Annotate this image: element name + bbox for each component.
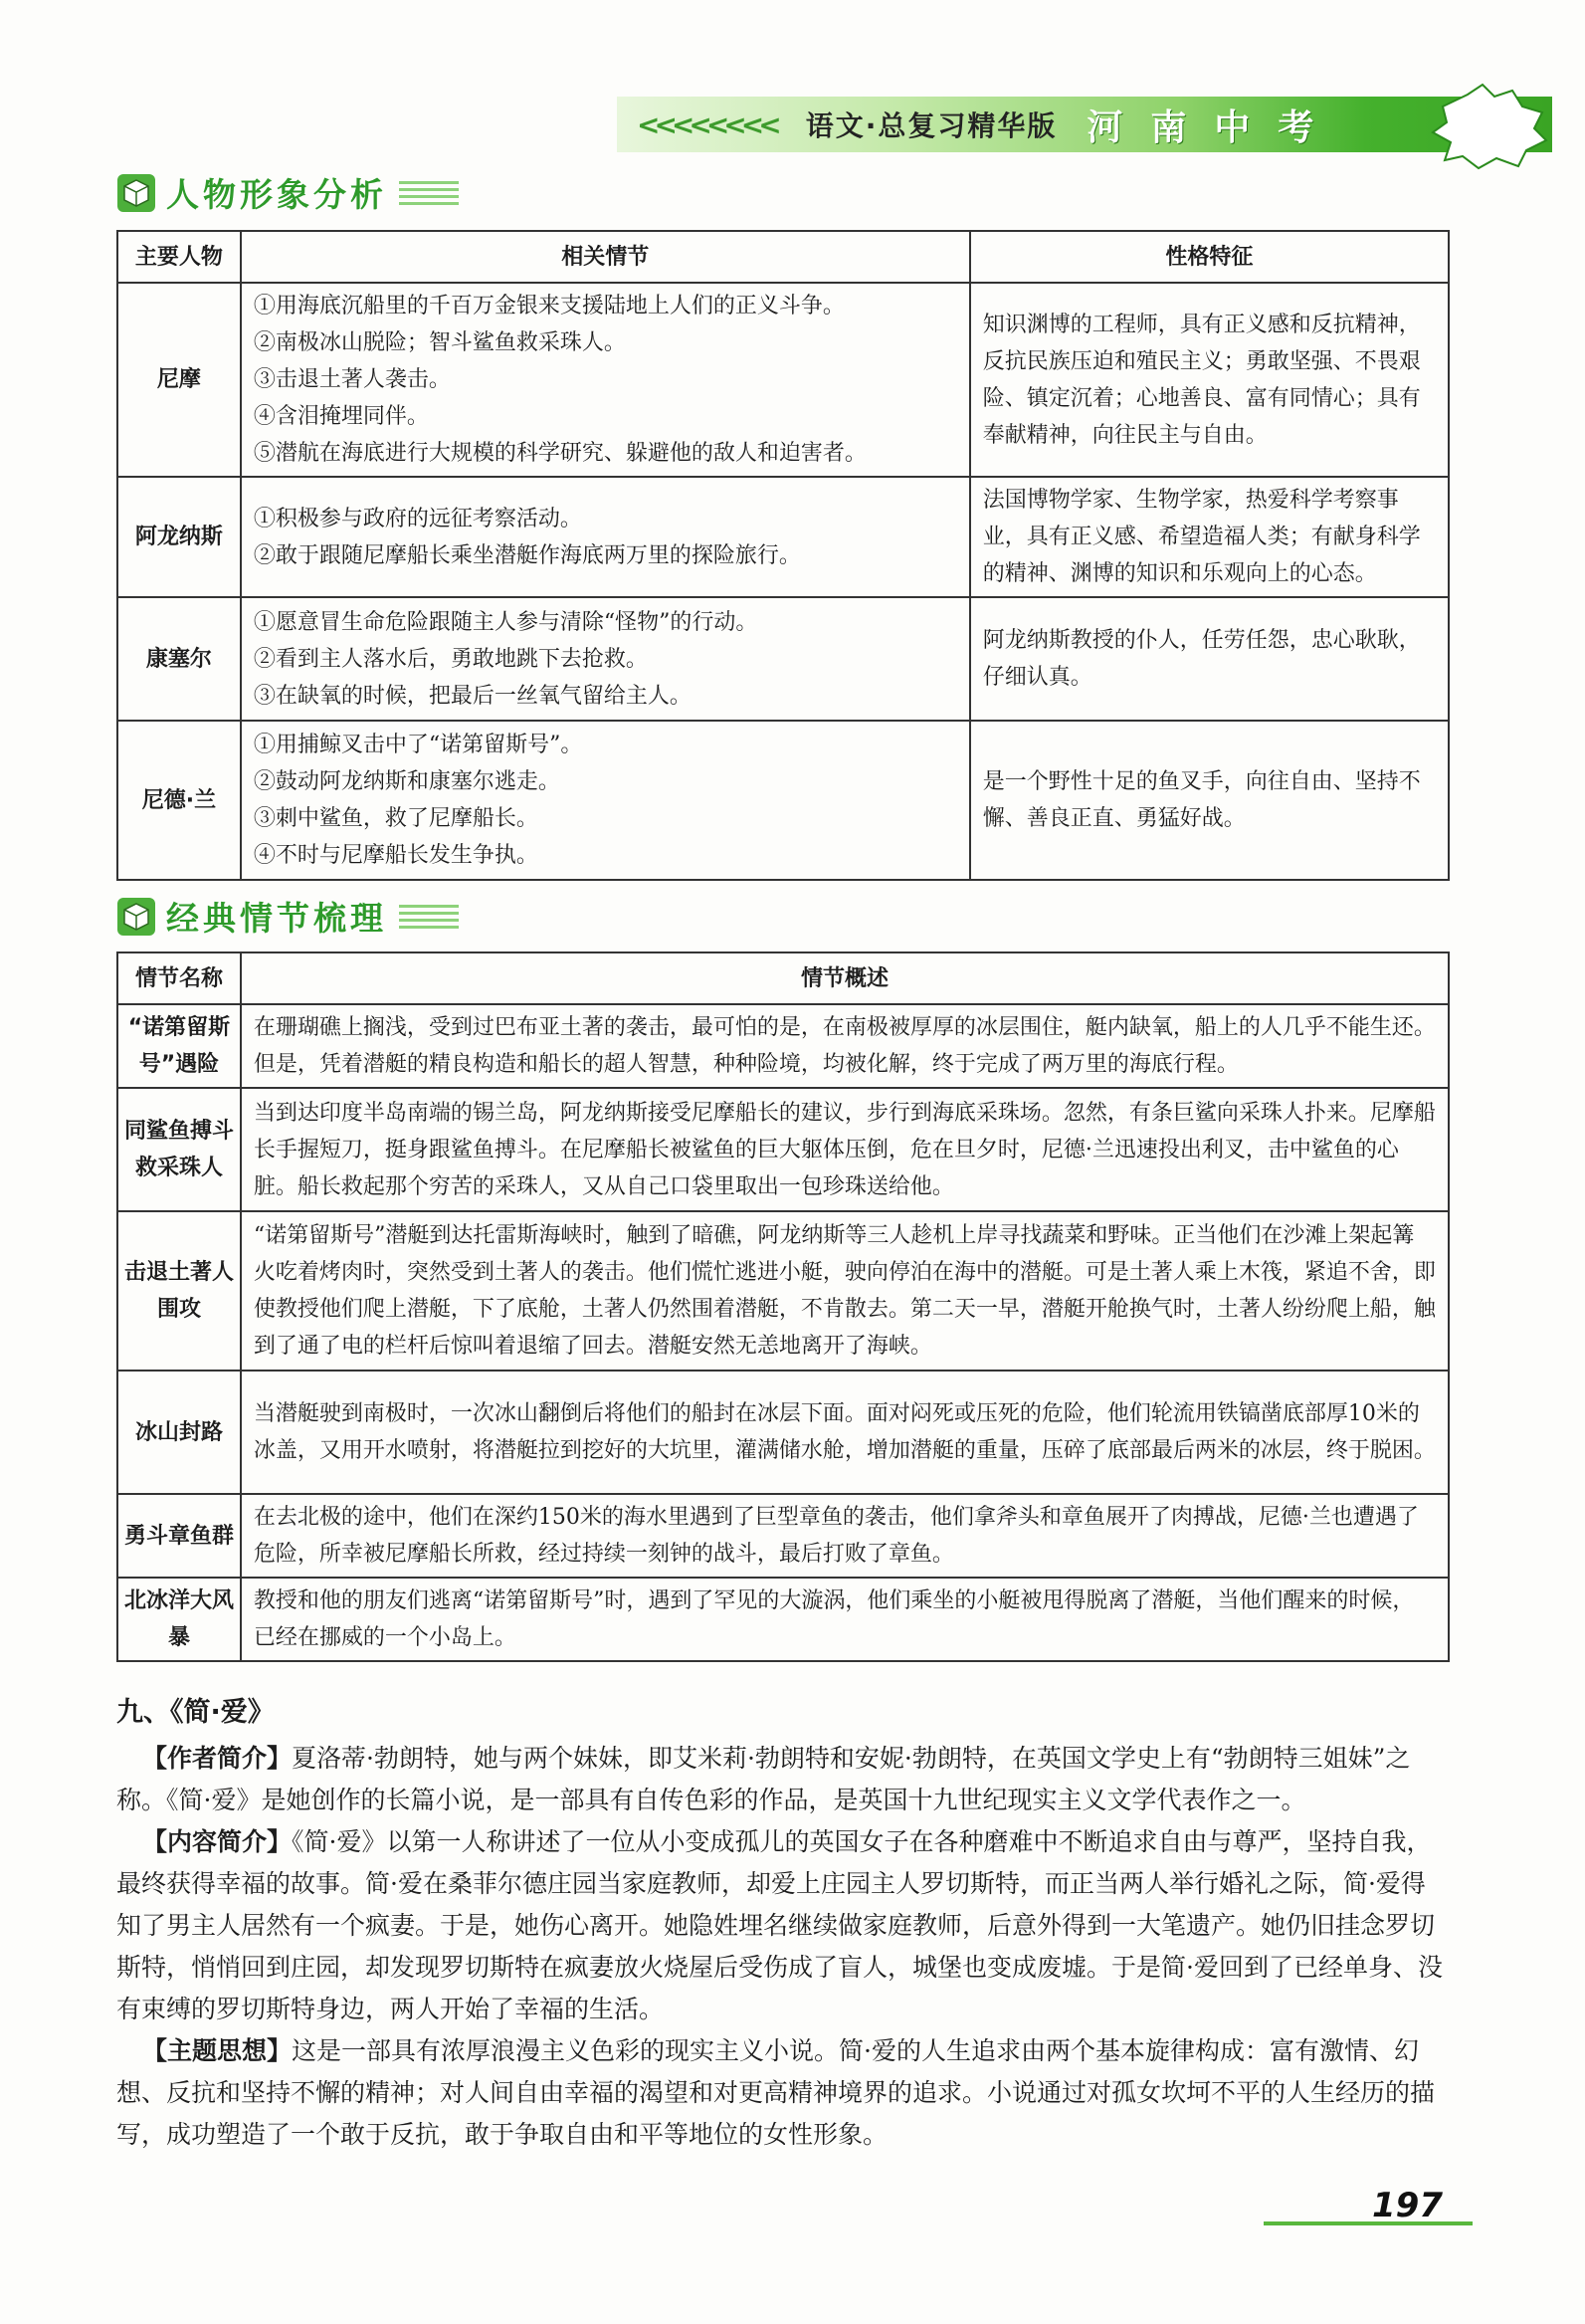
title-decoration bbox=[399, 905, 459, 929]
header-region: 河南中考 bbox=[1087, 106, 1342, 148]
section-title-text: 人物形象分析 bbox=[166, 175, 387, 214]
plot-line: ⑤潜航在海底进行大规模的科学研究、躲避他的敌人和迫害者。 bbox=[253, 441, 867, 466]
paragraph-content bbox=[116, 1821, 1450, 2030]
character-traits: 是一个野性十足的鱼叉手，向往自由、坚持不懈、善良正直、勇猛好战。 bbox=[970, 721, 1449, 880]
plot-line: ②看到主人落水后，勇敢地跳下去抢救。 bbox=[253, 646, 648, 672]
plot-line: ③刺中鲨鱼，救了尼摩船长。 bbox=[253, 806, 538, 831]
section-title-text: 经典情节梳理 bbox=[166, 899, 387, 938]
plot-name: 同鲨鱼搏斗救采珠人 bbox=[117, 1088, 241, 1211]
plot-line: ④含泪掩埋同伴。 bbox=[253, 404, 429, 429]
paragraph-text: 这是一部具有浓厚浪漫主义色彩的现实主义小说。简·爱的人生追求由两个基本旋律构成：富有激情、幻想、反抗和坚持不懈的精神；对人间自由幸福的渴望和对更高精神境界的追求。小说通过对孤女坎坷不平的人生经历的描写，成功塑造了一个敢于反抗，敢于争取自由和平等地位的女性形象。 bbox=[116, 2036, 1436, 2149]
column-header: 情节概述 bbox=[241, 952, 1449, 1004]
paragraph-theme bbox=[116, 2030, 1450, 2156]
cube-icon bbox=[116, 173, 156, 213]
column-header: 主要人物 bbox=[117, 231, 241, 283]
plot-name: 击退土著人围攻 bbox=[117, 1211, 241, 1371]
character-name: 阿龙纳斯 bbox=[117, 477, 241, 597]
table-row bbox=[117, 1004, 1449, 1088]
character-plots bbox=[241, 477, 970, 597]
table-row bbox=[117, 597, 1449, 721]
character-traits: 阿龙纳斯教授的仆人，任劳任怨，忠心耿耿，仔细认真。 bbox=[970, 597, 1449, 721]
section-title-plots bbox=[116, 893, 459, 940]
plot-line: ④不时与尼摩船长发生争执。 bbox=[253, 843, 538, 868]
paragraph-author bbox=[116, 1738, 1450, 1821]
plot-line: ①积极参与政府的远征考察活动。 bbox=[253, 506, 582, 531]
plot-name: “诺第留斯号”遇险 bbox=[117, 1004, 241, 1088]
plot-line: ①用海底沉船里的千百万金银来支援陆地上人们的正义斗争。 bbox=[253, 294, 845, 318]
plot-summary: “诺第留斯号”潜艇到达托雷斯海峡时，触到了暗礁，阿龙纳斯等三人趁机上岸寻找蔬菜和野味。正当他们在沙滩上架起篝火吃着烤肉时，突然受到土著人的袭击。他们慌忙逃进小艇，驶向停泊在海中的潜艇。可是土著人乘上木筏，紧追不舍，即使教授他们爬上潜艇，下了底舱，土著人仍然围着潜艇，不肯散去。第二天一早，潜艇开舱换气时，土著人纷纷爬上船，触到了通了电的栏杆后惊叫着退缩了回去。潜艇安然无恙地离开了海峡。 bbox=[241, 1211, 1449, 1371]
plot-line: ②南极冰山脱险；智斗鲨鱼救采珠人。 bbox=[253, 330, 626, 355]
cube-icon bbox=[116, 897, 156, 937]
column-header: 性格特征 bbox=[970, 231, 1449, 283]
henan-map-icon bbox=[1423, 77, 1552, 172]
character-name: 尼摩 bbox=[117, 283, 241, 477]
plot-line: ①愿意冒生命危险跟随主人参与清除“怪物”的行动。 bbox=[253, 609, 758, 635]
table-header-row bbox=[117, 952, 1449, 1004]
plot-name: 冰山封路 bbox=[117, 1371, 241, 1494]
plot-line: ③击退土著人袭击。 bbox=[253, 367, 451, 392]
plot-line: ②敢于跟随尼摩船长乘坐潜艇作海底两万里的探险旅行。 bbox=[253, 542, 801, 568]
plot-line: ②鼓动阿龙纳斯和康塞尔逃走。 bbox=[253, 769, 560, 794]
table-row bbox=[117, 283, 1449, 477]
character-name: 康塞尔 bbox=[117, 597, 241, 721]
paragraph-text: 夏洛蒂·勃朗特，她与两个妹妹，即艾米莉·勃朗特和安妮·勃朗特，在英国文学史上有“勃朗特三姐妹”之称。《简·爱》是她创作的长篇小说，是一部具有自传色彩的作品，是英国十九世纪现实主义文学代表作之一。 bbox=[116, 1744, 1411, 1814]
character-plots bbox=[241, 597, 970, 721]
table-row bbox=[117, 477, 1449, 597]
table-header-row bbox=[117, 231, 1449, 283]
plot-line: ①用捕鲸叉击中了“诺第留斯号”。 bbox=[253, 733, 583, 757]
header-arrows: <<<<<<<< bbox=[637, 107, 776, 141]
table-row bbox=[117, 1494, 1449, 1578]
title-decoration bbox=[399, 181, 459, 205]
plot-summary: 教授和他的朋友们逃离“诺第留斯号”时，遇到了罕见的大漩涡，他们乘坐的小艇被甩得脱离了潜艇，当他们醒来的时候，已经在挪威的一个小岛上。 bbox=[241, 1578, 1449, 1661]
jane-eyre-section bbox=[116, 1692, 1450, 2156]
plot-summary: 在珊瑚礁上搁浅，受到过巴布亚土著的袭击，最可怕的是，在南极被厚厚的冰层围住，艇内缺氧，船上的人几乎不能生还。但是，凭着潜艇的精良构造和船长的超人智慧，种种险境，均被化解，终于完成了两万里的海底行程。 bbox=[241, 1004, 1449, 1088]
character-name: 尼德·兰 bbox=[117, 721, 241, 880]
paragraph-tag: 【内容简介】 bbox=[142, 1827, 293, 1856]
header-subject: 语文·总复习精华版 bbox=[805, 109, 1058, 142]
plots-table bbox=[116, 951, 1450, 1662]
table-row bbox=[117, 1211, 1449, 1371]
plot-name: 北冰洋大风暴 bbox=[117, 1578, 241, 1661]
column-header: 相关情节 bbox=[241, 231, 970, 283]
paragraph-tag: 【作者简介】 bbox=[142, 1744, 293, 1773]
paragraph-tag: 【主题思想】 bbox=[142, 2036, 293, 2065]
page-number: 197 bbox=[1264, 2186, 1473, 2225]
character-plots bbox=[241, 283, 970, 477]
page-header-banner bbox=[617, 97, 1552, 152]
characters-table bbox=[116, 230, 1450, 881]
table-row bbox=[117, 721, 1449, 880]
table-row bbox=[117, 1088, 1449, 1211]
character-plots bbox=[241, 721, 970, 880]
paragraph-text: 《简·爱》以第一人称讲述了一位从小变成孤儿的英国女子在各种磨难中不断追求自由与尊严，坚持自我，最终获得幸福的故事。简·爱在桑菲尔德庄园当家庭教师，却爱上庄园主人罗切斯特，而正当两人举行婚礼之际，简·爱得知了男主人居然有一个疯妻。于是，她伤心离开。她隐姓埋名继续做家庭教师，后意外得到一大笔遗产。她仍旧挂念罗切斯特，悄悄回到庄园，却发现罗切斯特在疯妻放火烧屋后受伤成了盲人，城堡也变成废墟。于是简·爱回到了已经单身、没有束缚的罗切斯特身边，两人开始了幸福的生活。 bbox=[116, 1827, 1443, 2023]
plot-summary: 在去北极的途中，他们在深约150米的海水里遇到了巨型章鱼的袭击，他们拿斧头和章鱼展开了肉搏战，尼德·兰也遭遇了危险，所幸被尼摩船长所救，经过持续一刻钟的战斗，最后打败了章鱼。 bbox=[241, 1494, 1449, 1578]
column-header: 情节名称 bbox=[117, 952, 241, 1004]
character-traits: 知识渊博的工程师，具有正义感和反抗精神，反抗民族压迫和殖民主义；勇敢坚强、不畏艰险、镇定沉着；心地善良、富有同情心；具有奉献精神，向往民主与自由。 bbox=[970, 283, 1449, 477]
plot-line: ③在缺氧的时候，把最后一丝氧气留给主人。 bbox=[253, 683, 692, 709]
section-heading: 九、《简·爱》 bbox=[116, 1697, 275, 1728]
plot-summary: 当潜艇驶到南极时，一次冰山翻倒后将他们的船封在冰层下面。面对闷死或压死的危险，他们轮流用铁镐凿底部厚10米的冰盖，又用开水喷射，将潜艇拉到挖好的大坑里，灌满储水舱，增加潜艇的重量，压碎了底部最后两米的冰层，终于脱困。 bbox=[241, 1371, 1449, 1494]
plot-name: 勇斗章鱼群 bbox=[117, 1494, 241, 1578]
plot-summary: 当到达印度半岛南端的锡兰岛，阿龙纳斯接受尼摩船长的建议，步行到海底采珠场。忽然，有条巨鲨向采珠人扑来。尼摩船长手握短刀，挺身跟鲨鱼搏斗。在尼摩船长被鲨鱼的巨大躯体压倒，危在旦夕时，尼德·兰迅速投出利叉，击中鲨鱼的心脏。船长救起那个穷苦的采珠人，又从自己口袋里取出一包珍珠送给他。 bbox=[241, 1088, 1449, 1211]
table-row bbox=[117, 1371, 1449, 1494]
section-title-characters bbox=[116, 169, 459, 216]
table-row bbox=[117, 1578, 1449, 1661]
character-traits: 法国博物学家、生物学家，热爱科学考察事业，具有正义感、希望造福人类；有献身科学的精神、渊博的知识和乐观向上的心态。 bbox=[970, 477, 1449, 597]
